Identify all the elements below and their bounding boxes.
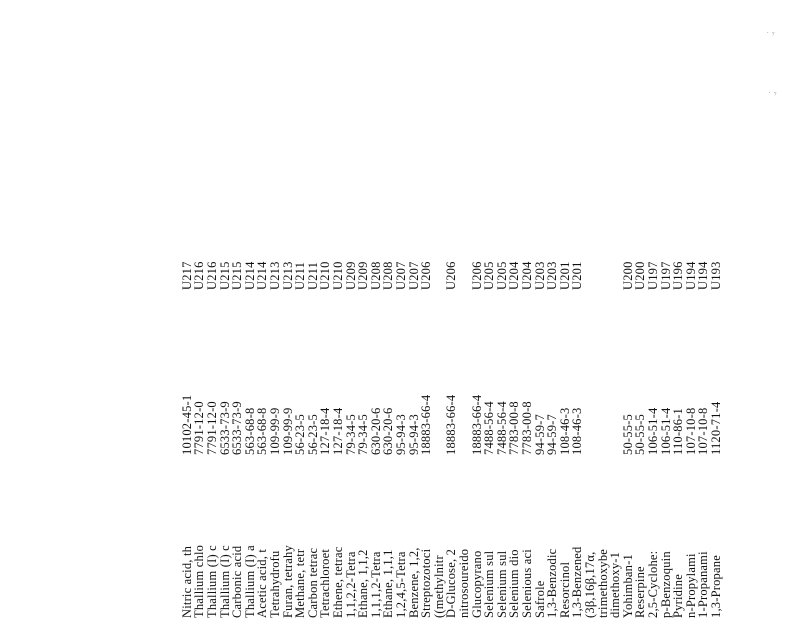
table-cell-name: Selenious aci	[520, 549, 534, 618]
table-cell-cas: 50-55-5	[620, 414, 635, 455]
table-cell-name: ((methylnitr	[431, 555, 446, 618]
table-cell-cas: 18883-66-4	[419, 394, 434, 455]
table-cell-code: U213	[280, 261, 295, 290]
table-cell-name: 1,3-Benzodic	[545, 548, 560, 618]
table-cell-cas: 7488-56-4	[482, 401, 497, 455]
table-cell-code: U216	[192, 261, 207, 290]
table-cell-cas: 110-86-1	[671, 408, 686, 455]
table-cell-name: Ethane, 1,1,2	[356, 549, 371, 618]
table-cell-cas: 106-51-4	[658, 407, 673, 455]
table-cell-cas: 1120-71-4	[709, 401, 723, 455]
table-cell-code: U201	[570, 261, 585, 290]
table-cell-cas: 630-20-6	[368, 407, 383, 455]
table-cell-code: U209	[356, 261, 371, 290]
table-cell-name: Nitric acid, th	[179, 545, 194, 618]
table-cell-name: Streptozotoci	[419, 548, 434, 618]
table-cell-cas: 7791-12-0	[192, 401, 207, 455]
table-cell-cas: 7783-00-8	[520, 401, 534, 455]
table-cell-code: U214	[242, 261, 257, 290]
table-cell-name: trimethoxybe	[595, 548, 610, 618]
table-cell-name: 2,5-Cyclohe:	[646, 550, 660, 618]
table-cell-cas: 79-34-5	[343, 414, 358, 455]
table-cell-cas: 6533-73-9	[230, 401, 245, 455]
table-cell-name: Glucopyrano	[469, 550, 484, 618]
table-cell-code: U207	[394, 261, 408, 290]
table-cell-name: Benzene, 1,2,	[406, 547, 421, 618]
table-cell-cas: 95-94-3	[394, 414, 408, 455]
table-cell-name: Thallium (I) c	[217, 545, 232, 618]
table-cell-code: U194	[683, 261, 698, 290]
table-cell-code: U200	[620, 261, 635, 290]
table-cell-code: U197	[658, 261, 673, 290]
table-cell-code: U196	[671, 261, 686, 290]
table-cell-code: U197	[646, 261, 660, 290]
table-cell-cas: 7783-00-8	[507, 401, 522, 455]
table-cell-cas: 10102-45-1	[179, 394, 194, 455]
table-cell-name: (3β,16β,17α,	[583, 551, 597, 618]
table-cell-name: Yohimban-1	[620, 554, 635, 618]
table-cell-name: Tetrahydrofu	[268, 550, 282, 618]
table-cell-name: 1,3-Propane	[709, 555, 723, 618]
table-cell-name: Carbonic acid	[230, 545, 245, 618]
table-cell-cas: 108-46-3	[557, 407, 572, 455]
table-cell-cas: 7791-12-0	[205, 401, 219, 455]
table-cell-code: U203	[532, 261, 547, 290]
table-cell-code: U208	[368, 261, 383, 290]
table-cell-name: Safrole	[532, 580, 547, 618]
table-cell-code: U211	[305, 261, 320, 290]
table-cell-cas: 18883-66-4	[469, 394, 484, 455]
table-cell-name: D-Glucose, 2	[444, 548, 459, 618]
table-cell-name: Furan, tetrahy	[280, 545, 295, 618]
table-cell-name: Pyridine	[671, 574, 686, 618]
table-cell-cas: 563-68-8	[255, 407, 270, 455]
table-cell-cas: 127-18-4	[331, 407, 345, 455]
table-cell-name: Selenium sul	[494, 550, 509, 618]
table-cell-code: U206	[419, 261, 434, 290]
table-cell-code: U201	[557, 261, 572, 290]
table-cell-name: Selenium sul	[482, 550, 497, 618]
table-cell-cas: 630-20-6	[381, 407, 396, 455]
table-cell-cas: 563-68-8	[242, 407, 257, 455]
table-cell-code: U205	[494, 261, 509, 290]
table-cell-cas: 109-99-9	[268, 407, 282, 455]
table-cell-name: nitrosoureido	[457, 548, 471, 618]
table-cell-name: Reserpine	[633, 566, 648, 618]
table-cell-cas: 108-46-3	[570, 407, 585, 455]
table-cell-code: U216	[205, 261, 219, 290]
table-cell-name: Ethane, 1,1,1	[381, 549, 396, 618]
table-cell-cas: 6533-73-9	[217, 401, 232, 455]
table-cell-name: dimethoxy-1	[608, 551, 623, 618]
table-cell-code: U203	[545, 261, 560, 290]
table-cell-code: U194	[696, 261, 711, 290]
table-cell-code: U215	[217, 261, 232, 290]
table-cell-name: Tetrachloroet	[318, 548, 333, 618]
scan-mark-bottom: ˙ ⁷	[768, 92, 777, 100]
table-cell-cas: 107-10-8	[683, 407, 698, 455]
table-cell-code: U217	[179, 261, 194, 290]
table-cell-name: Selenium dio	[507, 549, 522, 618]
table-cell-code: U193	[709, 261, 723, 290]
table-cell-name: Carbon tetrac	[305, 547, 320, 618]
table-cell-name: Acetic acid, t	[255, 548, 270, 618]
table-cell-cas: 7488-56-4	[494, 401, 509, 455]
table-cell-name: 1,3-Benzened	[570, 546, 585, 618]
table-cell-code: U213	[268, 261, 282, 290]
table-cell-name: n-Propylami	[683, 553, 698, 618]
table-cell-cas: 56-23-5	[293, 414, 308, 455]
scan-mark-top: ˙ ⁷	[766, 32, 775, 40]
table-cell-code: U210	[318, 261, 333, 290]
table-cell-cas: 94-59-7	[545, 414, 560, 455]
table-cell-name: Resorcinol	[557, 561, 572, 618]
table-cell-name: 1-Propanami	[696, 551, 711, 618]
table-cell-cas: 50-55-5	[633, 414, 648, 455]
table-cell-cas: 95-94-3	[406, 414, 421, 455]
table-cell-code: U205	[482, 261, 497, 290]
table-cell-code: U214	[255, 261, 270, 290]
table-cell-code: U211	[293, 261, 308, 290]
table-cell-cas: 107-10-8	[696, 407, 711, 455]
table-cell-cas: 56-23-5	[305, 414, 320, 455]
table-cell-code: U215	[230, 261, 245, 290]
table-cell-name: Thallium (I) c	[205, 545, 219, 618]
table-cell-name: 1,2,4,5-Tetra	[394, 551, 408, 618]
table-cell-cas: 94-59-7	[532, 414, 547, 455]
table-cell-code: U208	[381, 261, 396, 290]
table-cell-cas: 106-51-4	[646, 407, 660, 455]
table-cell-cas: 109-99-9	[280, 407, 295, 455]
table-cell-name: 1,1,1,2-Tetra	[368, 551, 383, 618]
table-cell-name: 1,1,2,2-Tetra	[343, 551, 358, 618]
table-cell-name: Ethene, tetrac	[331, 546, 345, 618]
table-cell-code: U204	[520, 261, 534, 290]
table-cell-name: Methane, tetr	[293, 548, 308, 618]
table-cell-cas: 79-34-5	[356, 414, 371, 455]
table-cell-code: U210	[331, 261, 345, 290]
table-cell-code: U204	[507, 261, 522, 290]
table-cell-name: Thallium chlo	[192, 544, 207, 618]
table-cell-cas: 18883-66-4	[444, 394, 459, 455]
table-cell-code: U206	[444, 261, 459, 290]
table-cell-code: U209	[343, 261, 358, 290]
table-cell-code: U207	[406, 261, 421, 290]
table-cell-code: U206	[469, 261, 484, 290]
table-cell-cas: 127-18-4	[318, 407, 333, 455]
table-cell-code: U200	[633, 261, 648, 290]
table-cell-name: p-Benzoquin	[658, 551, 673, 618]
table-cell-name: Thallium (I) a	[242, 545, 257, 618]
